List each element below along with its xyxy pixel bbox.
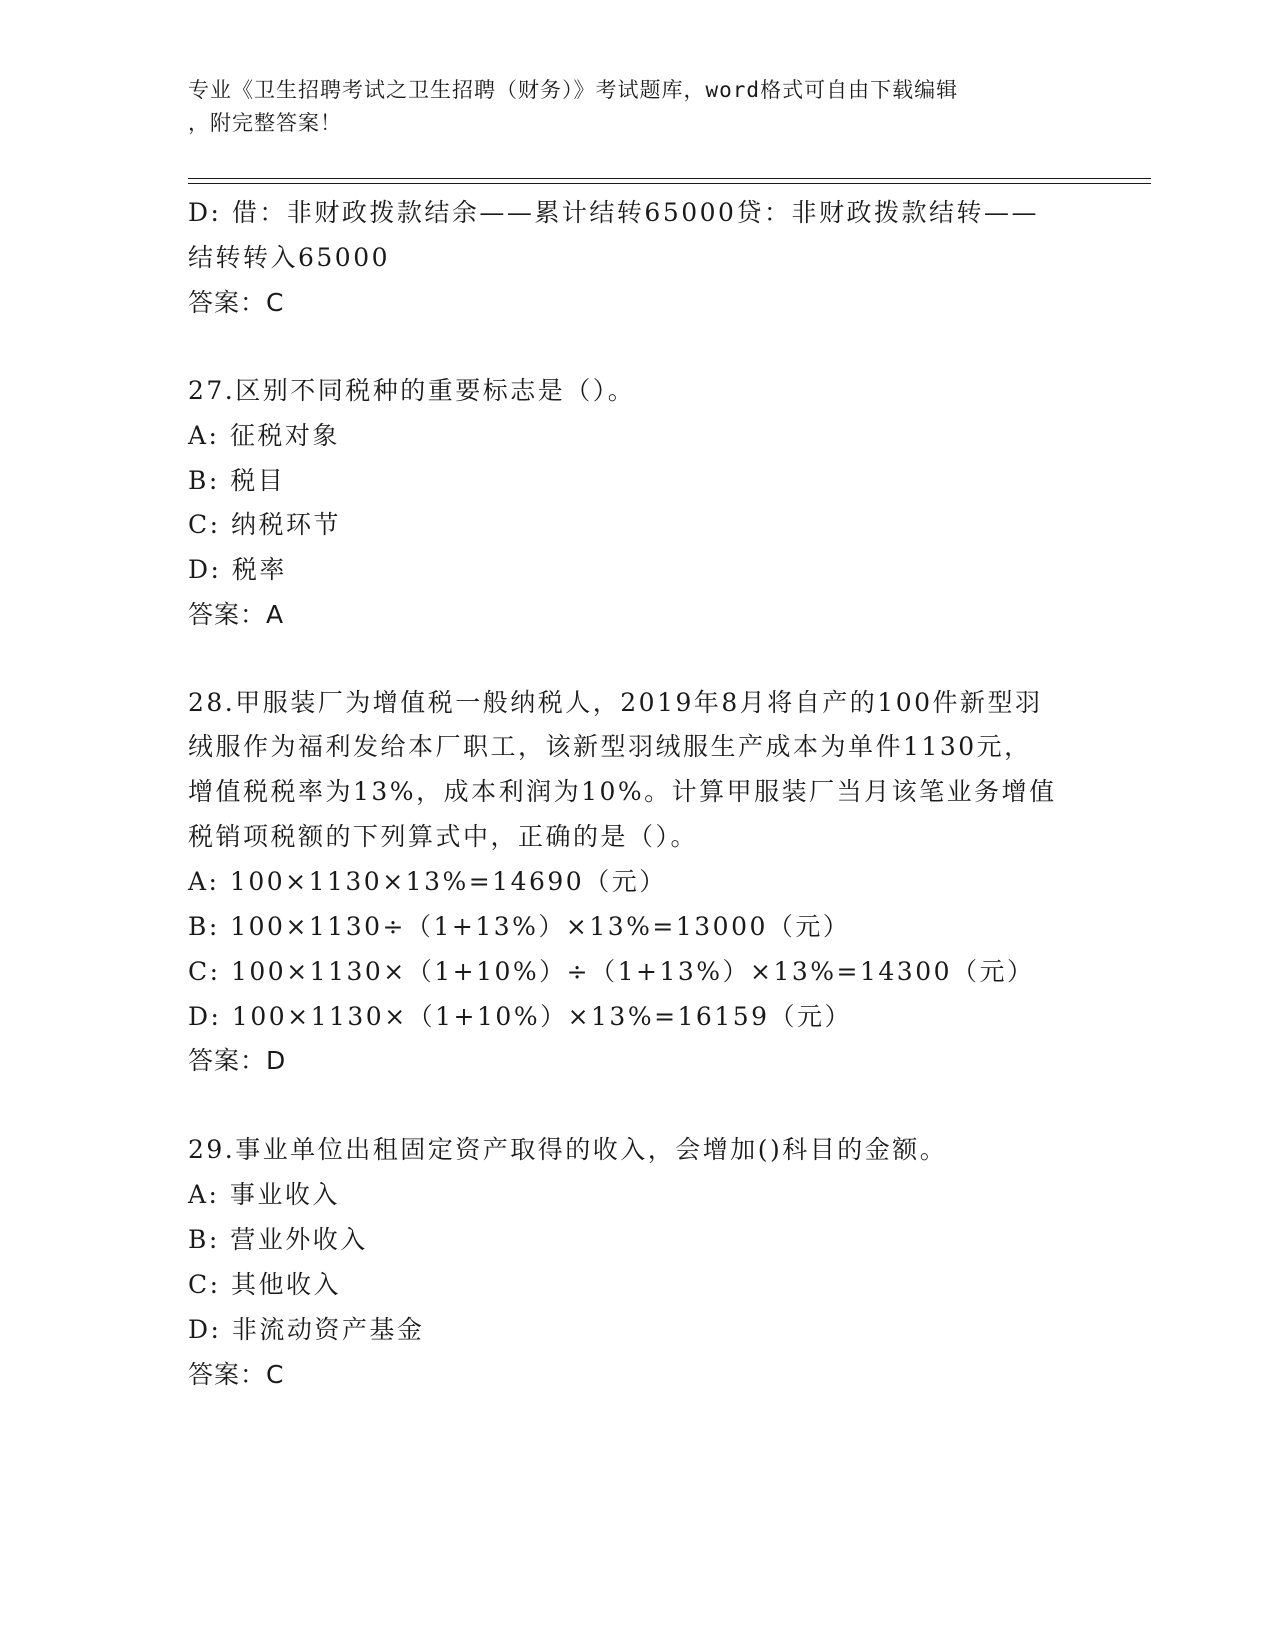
option-c: C: 纳税环节 bbox=[188, 510, 341, 539]
option-c: C: 其他收入 bbox=[188, 1270, 341, 1299]
option-d: D: 100×1130×（1+10%）×13%=16159（元） bbox=[188, 1002, 853, 1031]
question-stem-28-line-2: 绒服作为福利发给本厂职工，该新型羽绒服生产成本为单件1130元， bbox=[188, 732, 1032, 761]
header-line-2: ，附完整答案！ bbox=[188, 111, 342, 135]
header-line-1: 专业《卫生招聘考试之卫生招聘（财务）》考试题库，word格式可自由下载编辑 bbox=[188, 78, 959, 102]
option-b: B: 100×1130÷（1+13%）×13%=13000（元） bbox=[188, 912, 851, 941]
question-stem-28-line-3: 增值税税率为13%，成本利润为10%。计算甲服装厂当月该笔业务增值 bbox=[188, 777, 1057, 806]
answer: 答案：C bbox=[188, 288, 285, 317]
option-d: D: 非流动资产基金 bbox=[188, 1315, 425, 1344]
option-a: A: 100×1130×13%=14690（元） bbox=[188, 867, 667, 896]
question-stem-29: 29.事业单位出租固定资产取得的收入，会增加()科目的金额。 bbox=[188, 1135, 948, 1164]
question-stem-27: 27.区别不同税种的重要标志是（）。 bbox=[188, 376, 636, 405]
answer: 答案：A bbox=[188, 600, 285, 629]
option-b: B: 税目 bbox=[188, 466, 286, 495]
option-b: B: 营业外收入 bbox=[188, 1225, 368, 1254]
header-divider-top bbox=[188, 178, 1151, 179]
question-stem-28-line-4: 税销项税额的下列算式中，正确的是（）。 bbox=[188, 822, 699, 851]
option-d-line-2: 结转转入65000 bbox=[188, 243, 391, 272]
option-d-line-1: D: 借：非财政拨款结余——累计结转65000贷：非财政拨款结转—— bbox=[188, 198, 1039, 227]
question-stem-28-line-1: 28.甲服装厂为增值税一般纳税人，2019年8月将自产的100件新型羽 bbox=[188, 688, 1043, 717]
option-a: A: 征税对象 bbox=[188, 421, 340, 450]
document-header bbox=[188, 74, 1088, 140]
answer: 答案：D bbox=[188, 1046, 287, 1075]
answer: 答案：C bbox=[188, 1360, 285, 1389]
header-divider-bottom bbox=[188, 183, 1151, 184]
option-d: D: 税率 bbox=[188, 555, 287, 584]
option-c: C: 100×1130×（1+10%）÷（1+13%）×13%=14300（元） bbox=[188, 957, 1035, 986]
option-a: A: 事业收入 bbox=[188, 1180, 340, 1209]
